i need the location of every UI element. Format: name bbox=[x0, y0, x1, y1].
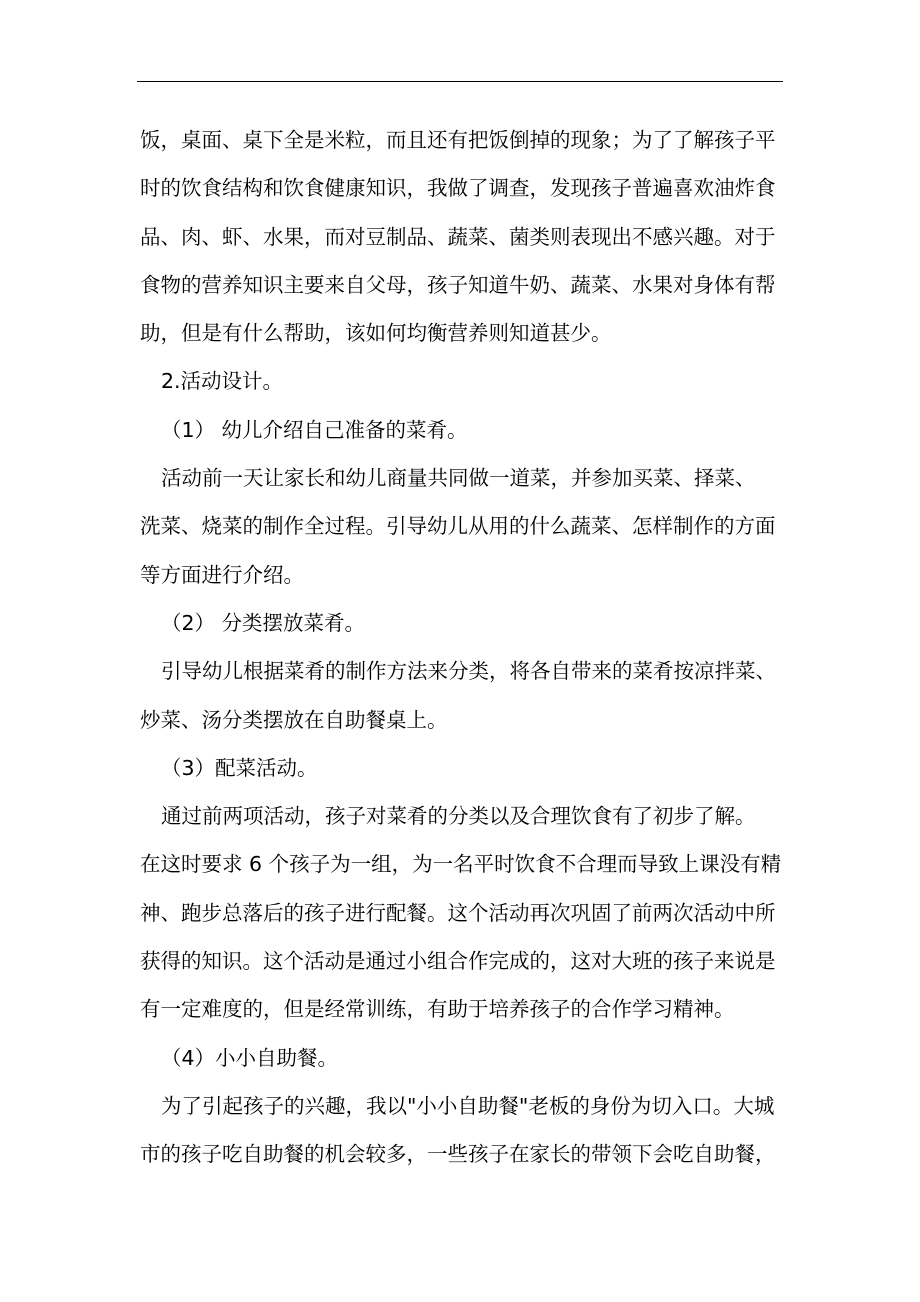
text-line: 有一定难度的，但是经常训练，有助于培养孩子的合作学习精神。 bbox=[140, 997, 735, 1022]
paragraph bbox=[140, 454, 790, 599]
text-line: 引导幼儿根据菜肴的制作方法来分类，将各自带来的菜肴按凉拌菜、 bbox=[161, 659, 776, 684]
paragraph bbox=[140, 1082, 790, 1179]
paragraph bbox=[140, 116, 790, 357]
text-line: （2） 分类摆放菜肴。 bbox=[161, 610, 366, 635]
text-line: 品、肉、虾、水果，而对豆制品、蔬菜、菌类则表现出不感兴趣。对于 bbox=[140, 224, 776, 249]
text-line: 为了引起孩子的兴趣，我以"小小自助餐"老板的身份为切入口。大城 bbox=[161, 1093, 775, 1118]
text-line: 时的饮食结构和饮食健康知识，我做了调查，发现孩子普遍喜欢油炸食 bbox=[140, 176, 776, 201]
paragraph bbox=[140, 792, 790, 1033]
header-rule bbox=[137, 81, 783, 82]
text-line: 洗菜、烧菜的制作全过程。引导幼儿从用的什么蔬菜、怎样制作的方面 bbox=[140, 514, 776, 539]
text-line: 神、跑步总落后的孩子进行配餐。这个活动再次巩固了前两次活动中所 bbox=[140, 900, 776, 925]
text-line: 通过前两项活动，孩子对菜肴的分类以及合理饮食有了初步了解。 bbox=[161, 804, 756, 829]
text-line: 在这时要求 6 个孩子为一组，为一名平时饮食不合理而导致上课没有精 bbox=[140, 852, 782, 877]
text-line: 炒菜、汤分类摆放在自助餐桌上。 bbox=[140, 707, 448, 732]
text-line: 饭，桌面、桌下全是米粒，而且还有把饭倒掉的现象；为了了解孩子平 bbox=[140, 128, 776, 152]
text-line: 助，但是有什么帮助，该如何均衡营养则知道甚少。 bbox=[140, 321, 612, 346]
text-line: 市的孩子吃自助餐的机会较多，一些孩子在家长的带领下会吃自助餐， bbox=[140, 1142, 776, 1167]
paragraph bbox=[140, 647, 790, 744]
paragraph bbox=[140, 357, 790, 405]
text-line: 获得的知识。这个活动是通过小组合作完成的，这对大班的孩子来说是 bbox=[140, 949, 776, 974]
paragraph bbox=[140, 599, 790, 647]
text-line: 食物的营养知识主要来自父母，孩子知道牛奶、蔬菜、水果对身体有帮 bbox=[140, 272, 776, 297]
text-line: 2.活动设计。 bbox=[161, 369, 284, 394]
document-body bbox=[140, 116, 790, 1179]
text-line: 等方面进行介绍。 bbox=[140, 562, 304, 587]
paragraph bbox=[140, 1034, 790, 1082]
paragraph bbox=[140, 406, 790, 454]
text-line: 活动前一天让家长和幼儿商量共同做一道菜，并参加买菜、择菜、 bbox=[161, 466, 756, 491]
text-line: （3）配菜活动。 bbox=[161, 755, 318, 780]
paragraph bbox=[140, 744, 790, 792]
text-line: （1） 幼儿介绍自己准备的菜肴。 bbox=[161, 417, 468, 442]
text-line: （4）小小自助餐。 bbox=[161, 1045, 339, 1070]
